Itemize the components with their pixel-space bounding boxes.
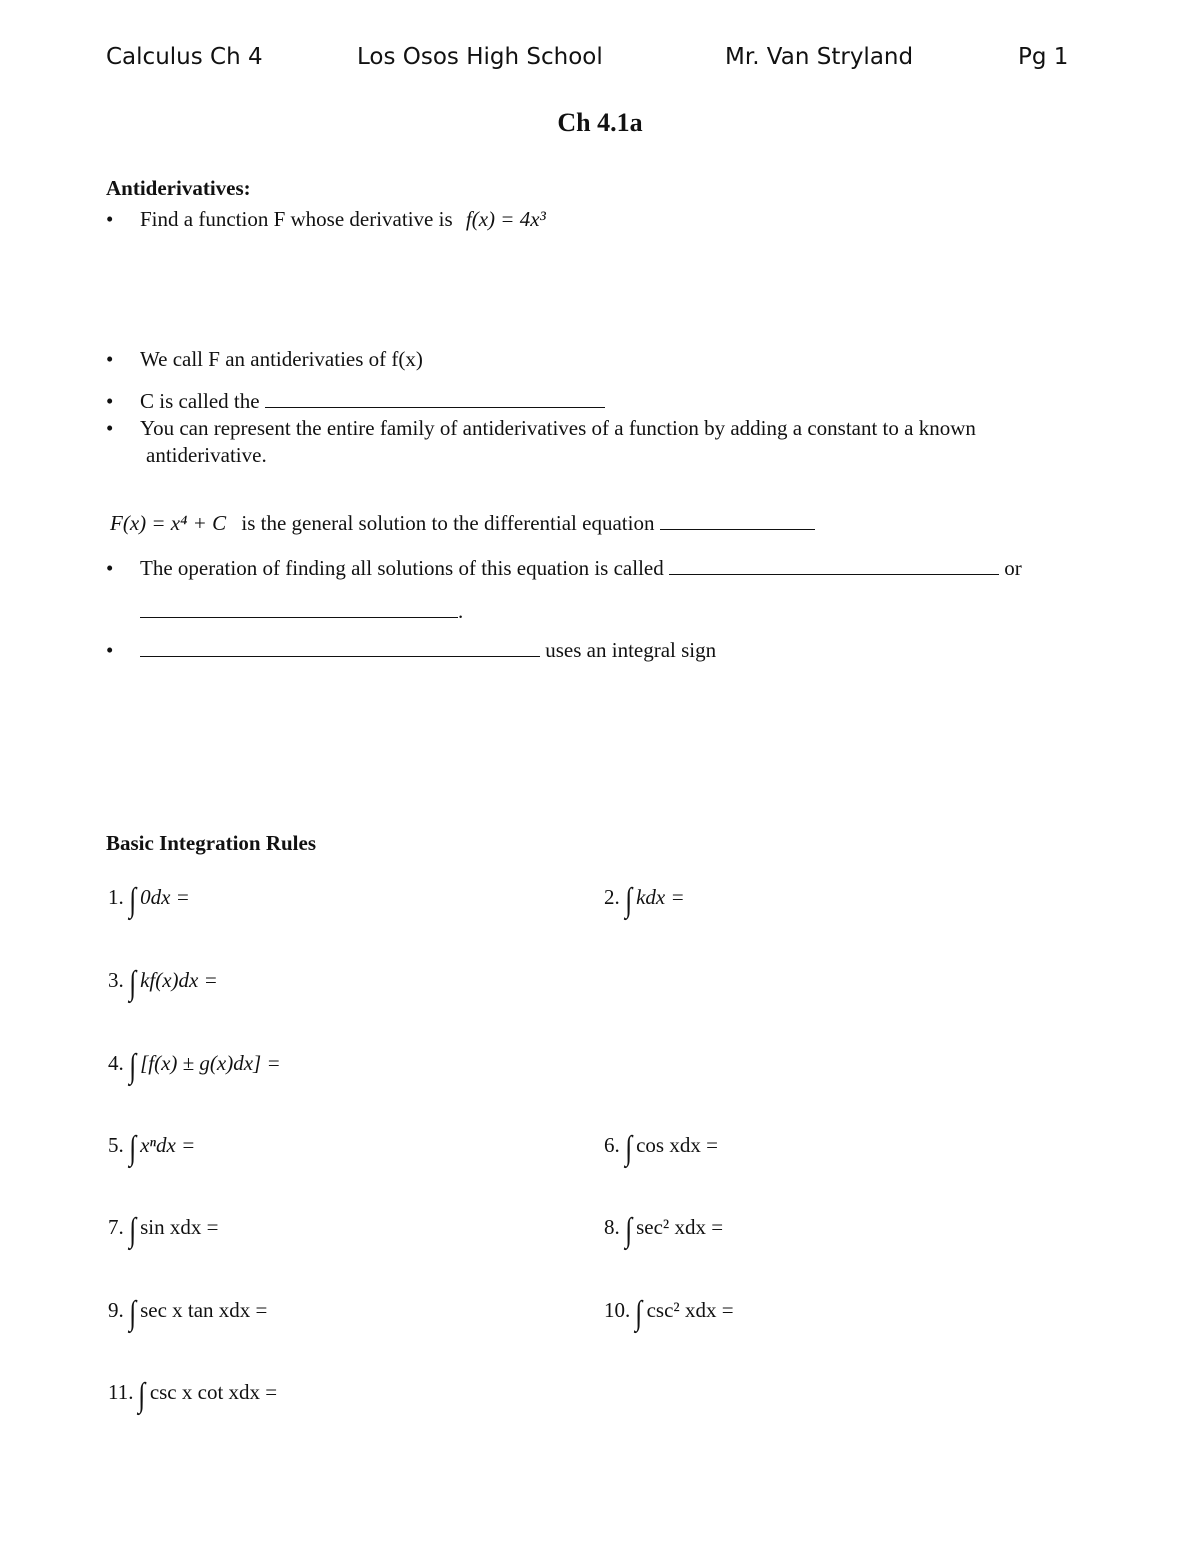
rule-9 xyxy=(108,1295,267,1333)
bullet-dot: • xyxy=(106,389,114,413)
rule-expression: sec² xdx = xyxy=(636,1215,724,1239)
rule-number: 10. xyxy=(604,1298,631,1322)
bullet-family-line1: You can represent the entire family of antiderivatives of a function by adding a constant to a known xyxy=(140,416,976,440)
integral-sign-icon: ∫ xyxy=(128,1212,136,1249)
fill-blank[interactable] xyxy=(660,509,815,530)
rule-expression: sec x tan xdx = xyxy=(140,1298,268,1322)
bullet-dot: • xyxy=(106,416,114,440)
bullet-antiderivative-text: We call F an antiderivaties of f(x) xyxy=(140,347,423,371)
bullet-family xyxy=(106,415,976,469)
period: . xyxy=(458,599,464,623)
rule-number: 9. xyxy=(108,1298,124,1322)
header-teacher: Mr. Van Stryland xyxy=(725,44,914,70)
rule-number: 6. xyxy=(604,1133,620,1157)
rule-11 xyxy=(108,1377,277,1415)
integral-sign-icon: ∫ xyxy=(128,882,136,919)
operation-second-blank-line xyxy=(140,597,463,625)
page-title: Ch 4.1a xyxy=(557,108,643,137)
fill-blank[interactable] xyxy=(140,597,458,618)
bullet-integral-sign-text: uses an integral sign xyxy=(545,638,717,662)
bullet-integral-sign xyxy=(106,636,716,664)
header-page-number: Pg 1 xyxy=(1018,44,1069,70)
integral-sign-icon: ∫ xyxy=(128,1130,136,1167)
rule-number: 8. xyxy=(604,1215,620,1239)
rule-expression: csc x cot xdx = xyxy=(149,1380,278,1404)
bullet-dot: • xyxy=(106,347,114,371)
bullet-find-function-text: Find a function F whose derivative is xyxy=(140,207,453,231)
integral-sign-icon: ∫ xyxy=(128,965,136,1002)
header-school: Los Osos High School xyxy=(357,44,603,70)
rule-8 xyxy=(604,1212,723,1250)
bullet-find-function xyxy=(106,206,546,233)
rule-7 xyxy=(108,1212,218,1250)
rule-5 xyxy=(108,1130,195,1168)
rule-expression: [f(x) ± g(x)dx] = xyxy=(140,1051,281,1075)
integral-sign-icon: ∫ xyxy=(624,1212,632,1249)
integration-rules-heading: Basic Integration Rules xyxy=(106,831,316,855)
integral-sign-icon: ∫ xyxy=(128,1048,136,1085)
rule-number: 4. xyxy=(108,1051,124,1075)
rule-1 xyxy=(108,882,190,920)
rule-2 xyxy=(604,882,685,920)
rule-expression: xⁿdx = xyxy=(140,1133,196,1157)
bullet-constant-text: C is called the xyxy=(140,389,260,413)
rule-expression: 0dx = xyxy=(140,885,190,909)
general-solution-text: is the general solution to the differential equation xyxy=(241,511,655,535)
derivative-expression: f(x) = 4x³ xyxy=(465,207,546,231)
rule-expression: sin xdx = xyxy=(140,1215,219,1239)
rule-expression: csc² xdx = xyxy=(646,1298,734,1322)
integral-sign-icon: ∫ xyxy=(128,1295,136,1332)
rule-expression: kf(x)dx = xyxy=(140,968,218,992)
rule-6 xyxy=(604,1130,718,1168)
bullet-antiderivative-def xyxy=(106,346,423,373)
bullet-family-line2: antiderivative. xyxy=(146,443,267,467)
rule-number: 5. xyxy=(108,1133,124,1157)
bullet-dot: • xyxy=(106,638,114,662)
rule-expression: cos xdx = xyxy=(636,1133,718,1157)
integral-sign-icon: ∫ xyxy=(624,1130,632,1167)
bullet-constant xyxy=(106,387,605,415)
rule-number: 11. xyxy=(108,1380,134,1404)
rule-number: 7. xyxy=(108,1215,124,1239)
rule-10 xyxy=(604,1295,734,1333)
header-course: Calculus Ch 4 xyxy=(106,44,263,70)
fill-blank[interactable] xyxy=(669,554,999,575)
integral-sign-icon: ∫ xyxy=(138,1377,146,1414)
rule-number: 3. xyxy=(108,968,124,992)
integral-sign-icon: ∫ xyxy=(624,882,632,919)
fill-blank[interactable] xyxy=(140,636,540,657)
integral-sign-icon: ∫ xyxy=(635,1295,643,1332)
bullet-operation-text: The operation of finding all solutions of this equation is called xyxy=(140,556,664,580)
antiderivatives-heading: Antiderivatives: xyxy=(106,176,251,200)
rule-number: 2. xyxy=(604,885,620,909)
rule-4 xyxy=(108,1048,281,1086)
general-solution-expression: F(x) = x⁴ + C xyxy=(110,511,227,535)
bullet-dot: • xyxy=(106,556,114,580)
rule-expression: kdx = xyxy=(636,885,685,909)
bullet-dot: • xyxy=(106,207,114,231)
bullet-operation-or: or xyxy=(1004,556,1022,580)
rule-3 xyxy=(108,965,218,1003)
general-solution-line xyxy=(110,509,815,537)
rule-number: 1. xyxy=(108,885,124,909)
bullet-operation xyxy=(106,554,1022,582)
fill-blank[interactable] xyxy=(265,387,605,408)
